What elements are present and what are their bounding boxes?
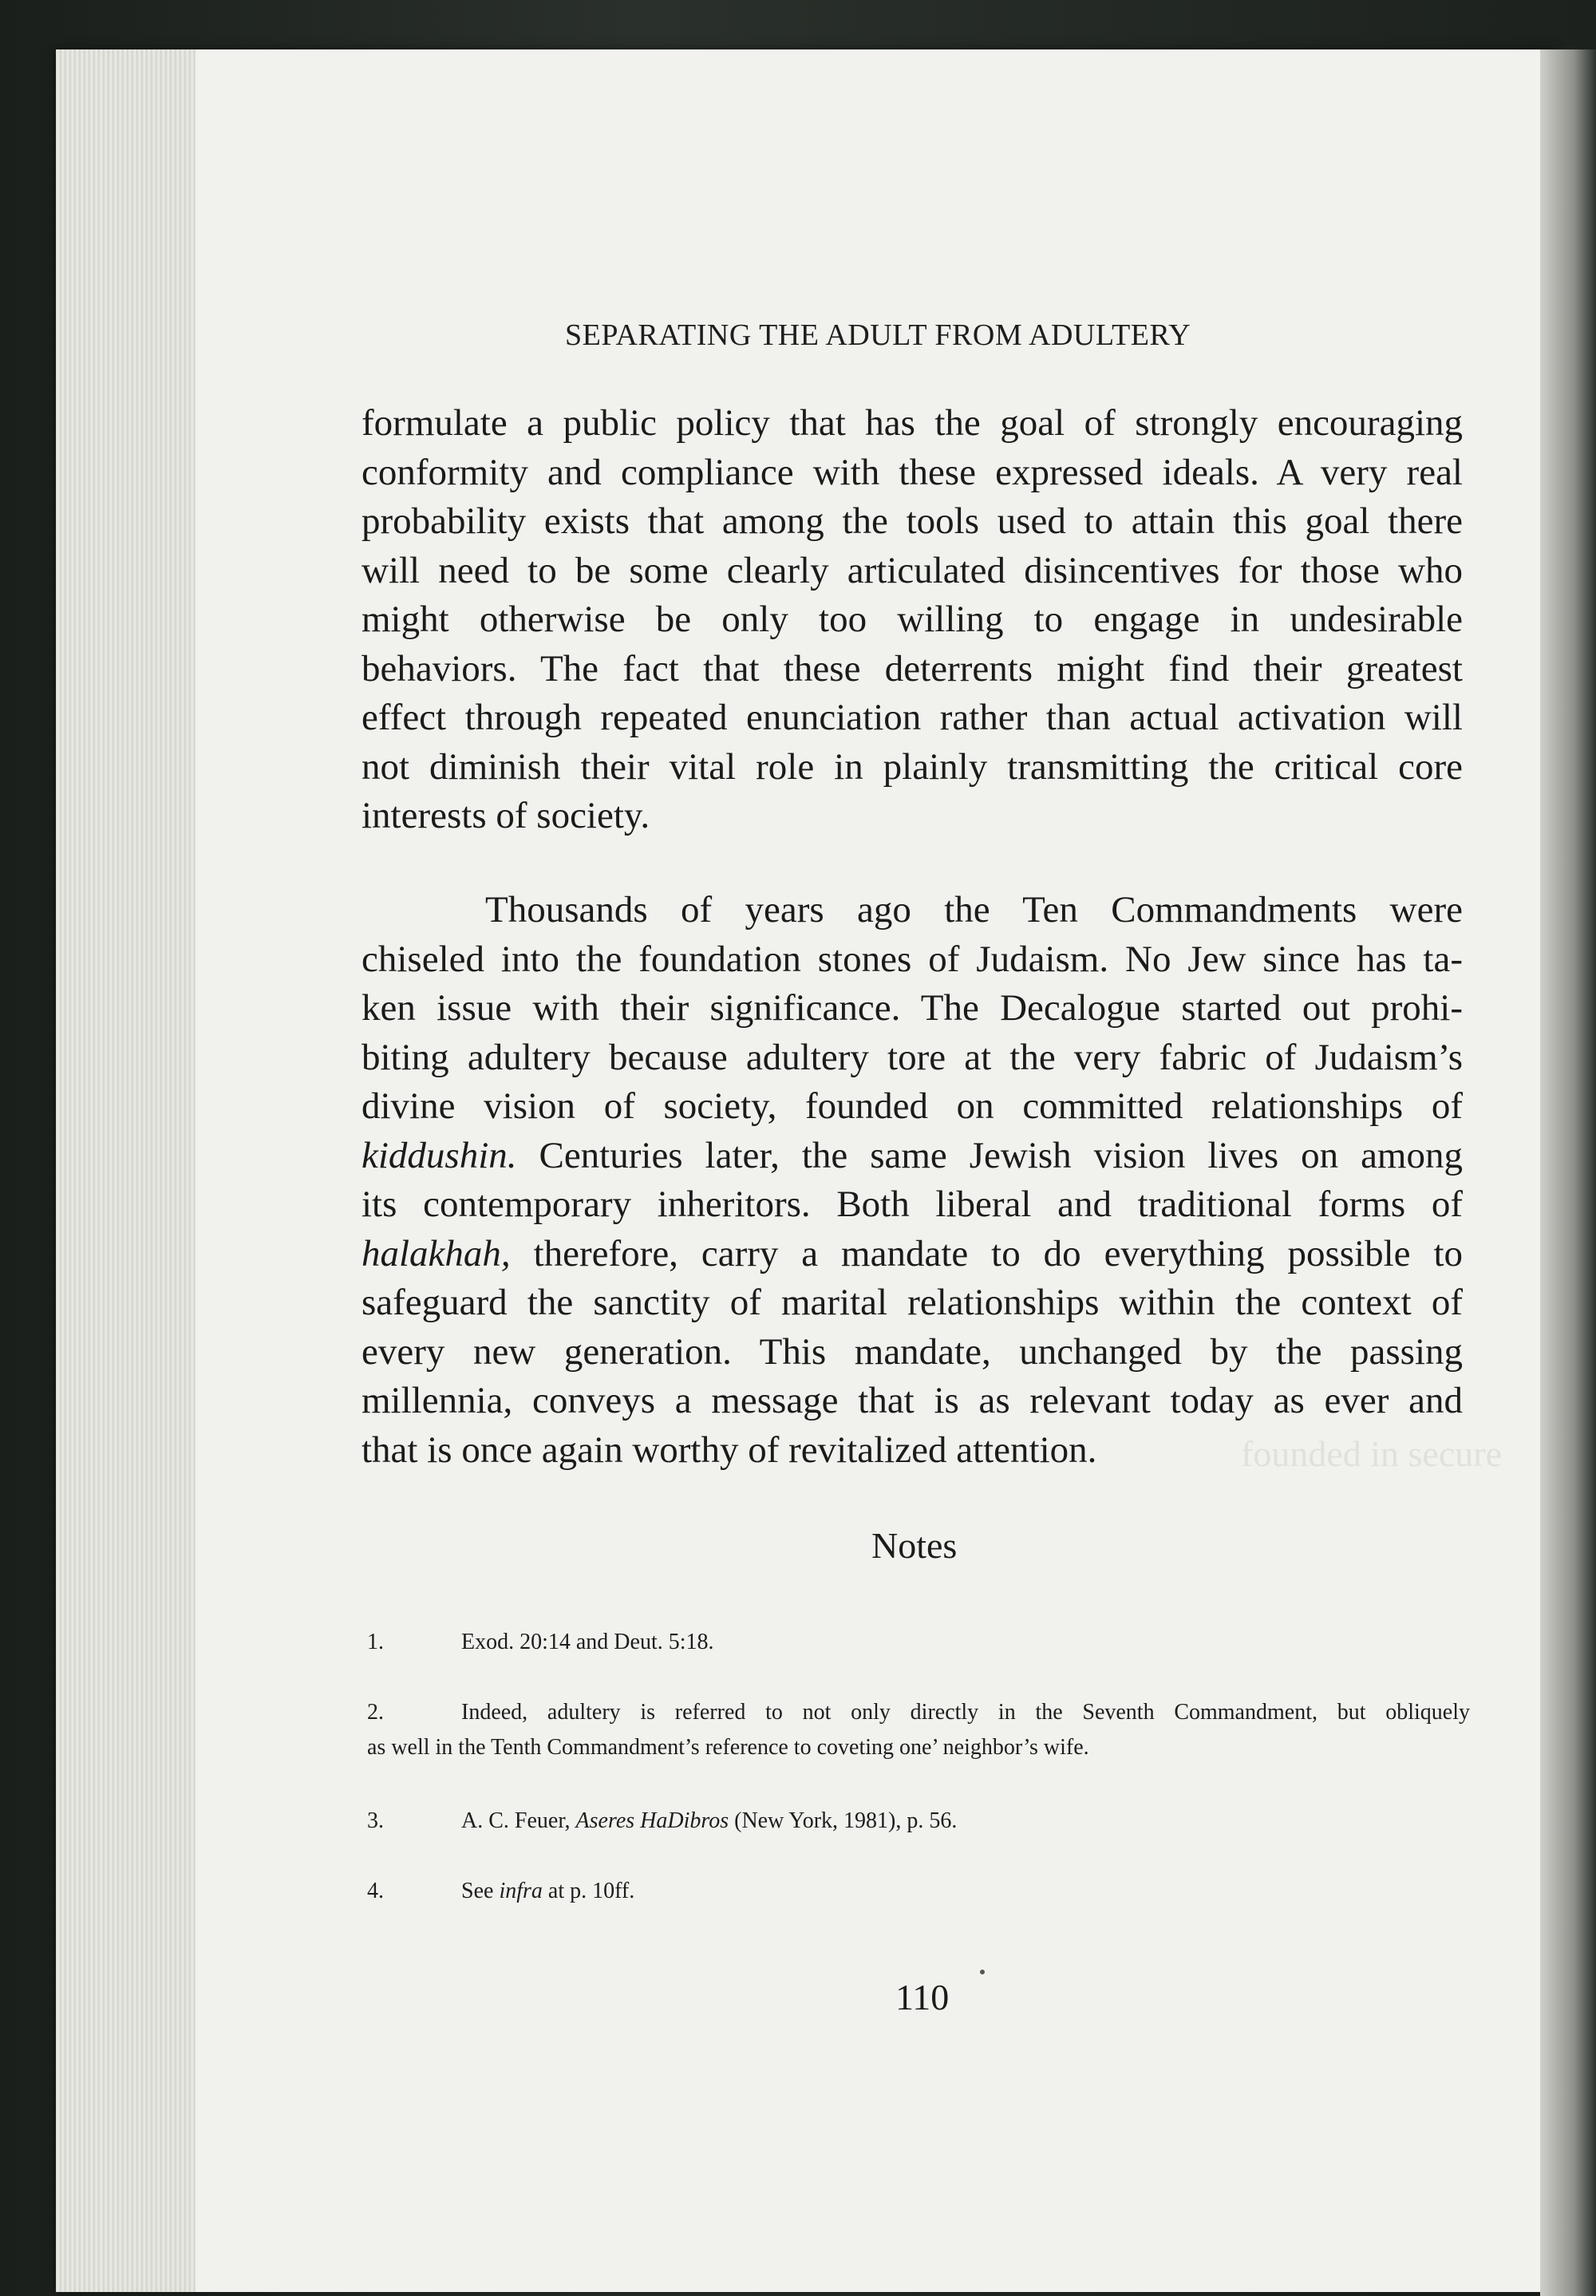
text-line: its contemporary inheritors. Both liberal and traditional forms of: [361, 1184, 1463, 1225]
notes-heading: Notes: [871, 1525, 958, 1566]
text-line: millennia, conveys a message that is as relevant today as ever and: [361, 1380, 1463, 1421]
text-line: safeguard the sanctity of marital relationships within the context of: [361, 1282, 1463, 1323]
text-line: Thousands of years ago the Ten Commandments were: [485, 889, 1463, 931]
text-line: divine vision of society, founded on committed relationships of: [361, 1085, 1463, 1127]
italic-term: infra: [499, 1879, 543, 1903]
print-speck: [980, 1970, 985, 1974]
page-number: 110: [895, 1977, 950, 2017]
text-line: interests of society.: [361, 795, 650, 836]
text-fragment: Centuries later, the same Jewish vision lives on among: [516, 1134, 1463, 1176]
text-line: formulate a public policy that has the goal of strongly encouraging: [361, 402, 1463, 444]
paragraph-2: [361, 886, 1463, 1475]
footnote-number: 3.: [367, 1808, 384, 1833]
text-line: [361, 1230, 1463, 1279]
show-through-text: founded in secure: [1241, 1433, 1502, 1474]
text-line: might otherwise be only too willing to engage in undesirable: [361, 599, 1463, 640]
book-spine-edge: [1540, 49, 1596, 2296]
book-title: Aseres HaDibros: [575, 1808, 729, 1833]
italic-term: halakhah,: [361, 1232, 511, 1274]
italic-term: kiddushin.: [361, 1134, 517, 1176]
footnote-text: Exod. 20:14 and Deut. 5:18.: [461, 1630, 714, 1654]
text-line: every new generation. This mandate, unchanged by the passing: [361, 1330, 1463, 1373]
footnote-4: [367, 1874, 1470, 1909]
text-fragment: therefore, carry a mandate to do everything possible to: [510, 1232, 1463, 1274]
text-line: biting adultery because adultery tore at the very fabric of Judaism’s: [361, 1036, 1463, 1078]
paragraph-1: [361, 399, 1463, 841]
text-line: effect through repeated enunciation rather than actual activation will: [361, 697, 1463, 738]
text-line: will need to be some clearly articulated disincentives for those who: [361, 549, 1463, 591]
footnote-text: Indeed, adultery is referred to not only directly in the Seventh Commandment, but obliquely: [461, 1700, 1470, 1725]
footnote-text: See: [461, 1879, 500, 1903]
page-edges: [56, 49, 196, 2292]
footnote-number: 2.: [367, 1700, 384, 1725]
footnote-2: [367, 1695, 1470, 1765]
footnote-text: (New York, 1981), p. 56.: [729, 1808, 958, 1833]
footnote-line: [367, 1695, 1470, 1730]
footnote-number: 1.: [367, 1630, 384, 1654]
text-line: chiseled into the foundation stones of Judaism. No Jew since has ta-: [361, 938, 1463, 980]
text-line: [361, 1132, 1463, 1181]
footnote-text: at p. 10ff.: [542, 1879, 635, 1903]
text-line: behaviors. The fact that these deterrents might find their greatest: [361, 647, 1463, 690]
footnote-number: 4.: [367, 1879, 384, 1903]
footnote-line: as well in the Tenth Commandment’s reference to coveting one’ neighbor’s wife.: [367, 1735, 1089, 1760]
running-head: SEPARATING THE ADULT FROM ADULTERY: [565, 318, 1191, 352]
text-line: not diminish their vital role in plainly transmitting the critical core: [361, 745, 1463, 788]
text-line: probability exists that among the tools used to attain this goal there: [361, 500, 1463, 542]
text-line: conformity and compliance with these expressed ideals. A very real: [361, 451, 1463, 493]
footnote-3: [367, 1804, 1470, 1839]
footnote-1: [367, 1625, 1470, 1660]
footnote-text: A. C. Feuer,: [461, 1808, 576, 1833]
text-line: ken issue with their significance. The Decalogue started out prohi-: [361, 987, 1463, 1029]
text-line: that is once again worthy of revitalized attention.: [361, 1429, 1097, 1471]
